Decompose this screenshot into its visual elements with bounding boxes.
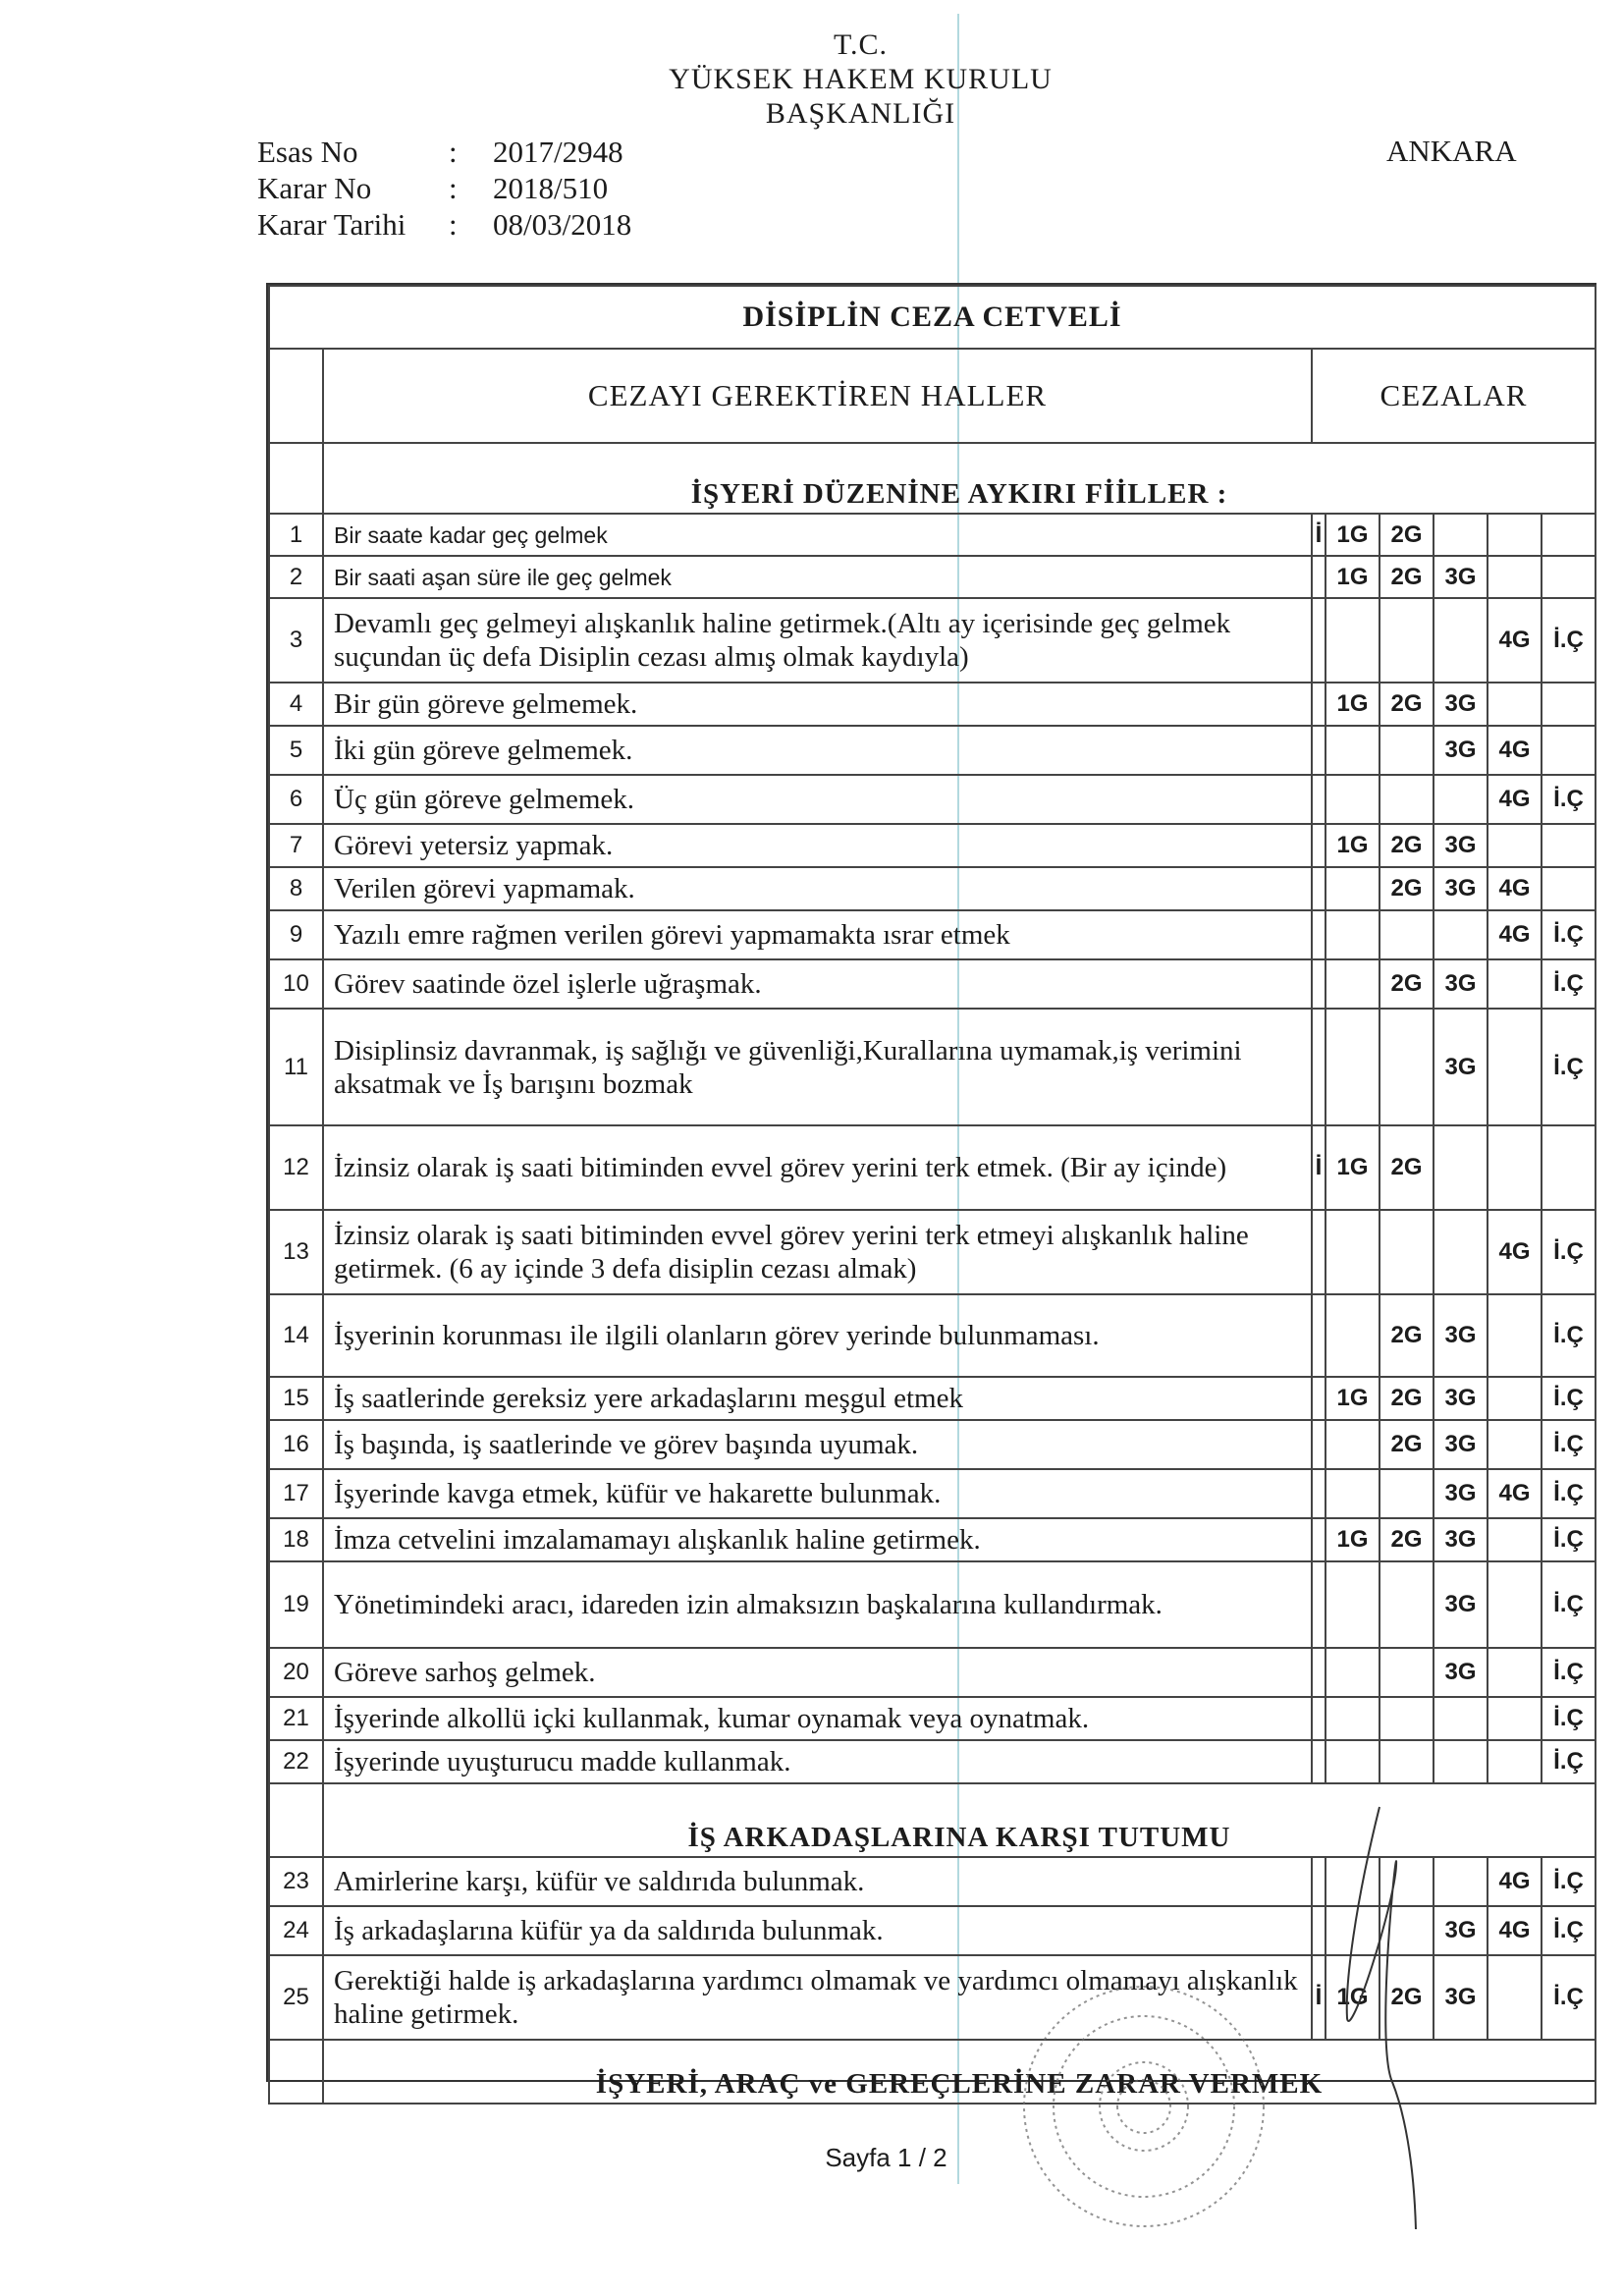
row-number: 10: [269, 959, 323, 1009]
penalty-cell: 2G: [1380, 824, 1434, 867]
offence-description: İş başında, iş saatlerinde ve görev başında uyumak.: [323, 1420, 1312, 1469]
penalty-cell: [1312, 1648, 1325, 1697]
table-row: [269, 959, 1596, 1009]
penalty-cell: 2G: [1380, 959, 1434, 1009]
offence-description: İşyerinde kavga etmek, küfür ve hakarette bulunmak.: [323, 1469, 1312, 1518]
offence-description: Bir saati aşan süre ile geç gelmek: [323, 556, 1312, 598]
penalty-cell: 4G: [1488, 1210, 1542, 1294]
table-title-row: [269, 286, 1596, 349]
row-number: 17: [269, 1469, 323, 1518]
penalty-cell: [1312, 1210, 1325, 1294]
penalty-cell: [1542, 1125, 1596, 1210]
row-number: 14: [269, 1294, 323, 1377]
penalty-cell: [1325, 1294, 1380, 1377]
penalty-cell: 2G: [1380, 514, 1434, 556]
row-number: 3: [269, 598, 323, 683]
table-row: [269, 910, 1596, 959]
penalty-cell: [1312, 556, 1325, 598]
karar-no-value: 2018/510: [493, 171, 609, 205]
table-row: [269, 1377, 1596, 1420]
penalty-cell: [1325, 1210, 1380, 1294]
penalty-cell: 1G: [1325, 1377, 1380, 1420]
penalty-cell: 3G: [1434, 1469, 1488, 1518]
offence-description: Disiplinsiz davranmak, iş sağlığı ve güvenliği,Kurallarına uymamak,iş verimini aksatmak ve İş barışını bozmak: [323, 1009, 1312, 1125]
penalty-cell: [1312, 1294, 1325, 1377]
penalty-cell: [1542, 556, 1596, 598]
penalty-cell: [1312, 867, 1325, 910]
table-row: [269, 1420, 1596, 1469]
penalty-cell: [1488, 1009, 1542, 1125]
penalty-cell: [1380, 1210, 1434, 1294]
penalty-cell: [1434, 598, 1488, 683]
penalty-cell: [1312, 1009, 1325, 1125]
penalty-cell: [1542, 867, 1596, 910]
penalty-cell: [1434, 1210, 1488, 1294]
table-row: [269, 1740, 1596, 1783]
row-number: 4: [269, 683, 323, 726]
offence-description: İki gün göreve gelmemek.: [323, 726, 1312, 775]
penalty-cell: 2G: [1380, 556, 1434, 598]
row-number: 22: [269, 1740, 323, 1783]
penalty-cell: 3G: [1434, 1294, 1488, 1377]
penalty-cell: [1488, 1740, 1542, 1783]
penalty-cell: 3G: [1434, 867, 1488, 910]
penalty-cell: [1380, 910, 1434, 959]
penalty-cell: [1488, 1420, 1542, 1469]
header-offences: CEZAYI GEREKTİREN HALLER: [323, 349, 1312, 443]
penalty-cell: 3G: [1434, 959, 1488, 1009]
penalty-cell: [1434, 514, 1488, 556]
penalty-cell: 4G: [1488, 867, 1542, 910]
penalty-cell: 4G: [1488, 726, 1542, 775]
offence-description: Göreve sarhoş gelmek.: [323, 1648, 1312, 1697]
penalty-cell: 2G: [1380, 1420, 1434, 1469]
penalty-cell: [1325, 1561, 1380, 1648]
penalty-cell: İ.Ç: [1542, 1009, 1596, 1125]
penalty-cell: 2G: [1380, 1125, 1434, 1210]
penalty-cell: 3G: [1434, 1518, 1488, 1561]
offence-description: Verilen görevi yapmamak.: [323, 867, 1312, 910]
penalty-cell: [1488, 824, 1542, 867]
offence-description: İmza cetvelini imzalamamayı alışkanlık haline getirmek.: [323, 1518, 1312, 1561]
penalty-cell: İ.Ç: [1542, 1377, 1596, 1420]
penalty-cell: 3G: [1434, 1377, 1488, 1420]
offence-description: Üç gün göreve gelmemek.: [323, 775, 1312, 824]
table-row: [269, 1125, 1596, 1210]
row-number: 1: [269, 514, 323, 556]
penalty-cell: [1325, 1740, 1380, 1783]
penalty-cell: [1312, 598, 1325, 683]
page-number: Sayfa 1 / 2: [825, 2143, 947, 2172]
penalty-cell: [1312, 1469, 1325, 1518]
table-row: [269, 1518, 1596, 1561]
penalty-cell: [1380, 1648, 1434, 1697]
penalty-cell: [1325, 959, 1380, 1009]
official-seal: [1001, 1974, 1286, 2239]
penalty-cell: [1380, 1740, 1434, 1783]
row-number: 21: [269, 1697, 323, 1740]
penalty-cell: [1380, 1009, 1434, 1125]
table-row: [269, 1210, 1596, 1294]
penalty-cell: 2G: [1380, 867, 1434, 910]
section-heading: İŞYERİ, ARAÇ ve GEREÇLERİNE ZARAR VERMEK: [323, 2040, 1596, 2104]
offence-description: Amirlerine karşı, küfür ve saldırıda bulunmak.: [323, 1857, 1312, 1906]
penalty-cell: 3G: [1434, 1955, 1488, 2040]
header-line-tc: T.C.: [833, 28, 889, 61]
offence-description: Yazılı emre rağmen verilen görevi yapmamakta ısrar etmek: [323, 910, 1312, 959]
meta-row-tarih: Karar Tarihi : 08/03/2018: [257, 207, 632, 242]
penalty-cell: [1312, 1906, 1325, 1955]
table-row: [269, 726, 1596, 775]
penalty-cell: 3G: [1434, 1648, 1488, 1697]
row-number: 9: [269, 910, 323, 959]
penalty-cell: 2G: [1380, 683, 1434, 726]
table-row: [269, 1697, 1596, 1740]
row-number: 6: [269, 775, 323, 824]
penalty-cell: İ.Ç: [1542, 1518, 1596, 1561]
penalty-cell: [1434, 775, 1488, 824]
row-number: 20: [269, 1648, 323, 1697]
header-line-presidency: BAŞKANLIĞI: [765, 97, 956, 130]
penalty-cell: [1488, 959, 1542, 1009]
offence-description: Bir gün göreve gelmemek.: [323, 683, 1312, 726]
penalty-cell: [1325, 1697, 1380, 1740]
offence-description: Görev saatinde özel işlerle uğraşmak.: [323, 959, 1312, 1009]
penalty-cell: [1325, 775, 1380, 824]
penalty-cell: [1380, 726, 1434, 775]
penalty-cell: [1488, 1377, 1542, 1420]
penalty-cell: 4G: [1488, 775, 1542, 824]
penalty-cell: İ.Ç: [1542, 1740, 1596, 1783]
header-penalties: CEZALAR: [1312, 349, 1596, 443]
row-number: 2: [269, 556, 323, 598]
offence-description: Görevi yetersiz yapmak.: [323, 824, 1312, 867]
penalty-cell: 3G: [1434, 824, 1488, 867]
penalty-cell: [1325, 1648, 1380, 1697]
penalty-cell: [1488, 1561, 1542, 1648]
penalty-cell: [1312, 1561, 1325, 1648]
penalty-cell: [1542, 683, 1596, 726]
penalty-cell: İ.Ç: [1542, 598, 1596, 683]
table-row: [269, 775, 1596, 824]
penalty-cell: 2G: [1380, 1518, 1434, 1561]
penalty-cell: [1312, 910, 1325, 959]
penalty-cell: [1312, 959, 1325, 1009]
esas-no-value: 2017/2948: [493, 135, 623, 169]
penalty-cell: [1325, 1420, 1380, 1469]
penalty-cell: [1312, 775, 1325, 824]
penalty-cell: İ.Ç: [1542, 1697, 1596, 1740]
row-number: 25: [269, 1955, 323, 2040]
penalty-cell: [1312, 1697, 1325, 1740]
penalty-cell: [1312, 1740, 1325, 1783]
penalty-cell: [1312, 824, 1325, 867]
penalty-cell: [1488, 1294, 1542, 1377]
row-number: 12: [269, 1125, 323, 1210]
penalty-cell: İ.Ç: [1542, 959, 1596, 1009]
row-number: 23: [269, 1857, 323, 1906]
penalty-cell: [1312, 1518, 1325, 1561]
penalty-cell: 1G: [1325, 514, 1380, 556]
penalty-cell: İ: [1312, 514, 1325, 556]
penalty-cell: [1312, 1857, 1325, 1906]
penalty-cell: 3G: [1434, 1009, 1488, 1125]
penalty-cell: 1G: [1325, 1518, 1380, 1561]
penalty-cell: [1325, 867, 1380, 910]
row-number: 16: [269, 1420, 323, 1469]
penalty-cell: [1488, 1125, 1542, 1210]
penalty-cell: 4G: [1488, 910, 1542, 959]
page-footer: [0, 2143, 1623, 2173]
row-number: 7: [269, 824, 323, 867]
penalty-cell: 3G: [1434, 1906, 1488, 1955]
meta-row-esas: Esas No : 2017/2948: [257, 135, 623, 169]
section-heading: İŞ ARKADAŞLARINA KARŞI TUTUMU: [323, 1783, 1596, 1857]
table-row: [269, 1469, 1596, 1518]
penalty-cell: 4G: [1488, 1857, 1542, 1906]
offence-description: Yönetimindeki aracı, idareden izin almaksızın başkalarına kullandırmak.: [323, 1561, 1312, 1648]
penalty-cell: 3G: [1434, 556, 1488, 598]
penalty-cell: İ.Ç: [1542, 1561, 1596, 1648]
penalty-cell: [1380, 1697, 1434, 1740]
case-metadata: [257, 134, 631, 243]
row-number: 18: [269, 1518, 323, 1561]
section-row: [269, 443, 1596, 514]
penalty-cell: İ.Ç: [1542, 1294, 1596, 1377]
penalty-cell: [1542, 726, 1596, 775]
row-number: 8: [269, 867, 323, 910]
penalty-cell: İ.Ç: [1542, 1906, 1596, 1955]
penalty-cell: [1325, 1469, 1380, 1518]
penalty-cell: [1488, 1697, 1542, 1740]
penalty-cell: [1488, 556, 1542, 598]
penalty-cell: [1380, 598, 1434, 683]
penalty-cell: İ.Ç: [1542, 1955, 1596, 2040]
penalty-cell: 2G: [1380, 1294, 1434, 1377]
penalty-cell: İ.Ç: [1542, 1857, 1596, 1906]
penalty-cell: 1G: [1325, 824, 1380, 867]
penalty-cell: İ.Ç: [1542, 910, 1596, 959]
penalty-cell: 3G: [1434, 726, 1488, 775]
table-row: [269, 1009, 1596, 1125]
penalty-cell: 4G: [1488, 598, 1542, 683]
city-label: ANKARA: [1386, 134, 1517, 168]
table-title: DİSİPLİN CEZA CETVELİ: [269, 286, 1596, 349]
penalty-cell: 3G: [1434, 1420, 1488, 1469]
row-number: 5: [269, 726, 323, 775]
penalty-cell: 4G: [1488, 1906, 1542, 1955]
section-heading: İŞYERİ DÜZENİNE AYKIRI FİİLLER :: [323, 443, 1596, 514]
penalty-cell: [1488, 1518, 1542, 1561]
penalty-cell: [1488, 683, 1542, 726]
table-row: [269, 824, 1596, 867]
penalty-cell: 4G: [1488, 1469, 1542, 1518]
table-row: [269, 683, 1596, 726]
penalty-cell: [1434, 910, 1488, 959]
table-row: [269, 1294, 1596, 1377]
penalty-cell: İ: [1312, 1955, 1325, 2040]
penalty-cell: 1G: [1325, 683, 1380, 726]
penalty-cell: [1434, 1740, 1488, 1783]
penalty-cell: 1G: [1325, 1125, 1380, 1210]
offence-description: İşyerinin korunması ile ilgili olanların görev yerinde bulunmaması.: [323, 1294, 1312, 1377]
penalty-cell: [1488, 1955, 1542, 2040]
penalty-cell: [1312, 1420, 1325, 1469]
penalty-cell: 1G: [1325, 556, 1380, 598]
penalty-cell: [1325, 726, 1380, 775]
penalty-cell: İ.Ç: [1542, 1469, 1596, 1518]
penalty-cell: 1G: [1325, 1955, 1380, 2040]
table-header-row: [269, 349, 1596, 443]
penalty-cell: [1380, 1561, 1434, 1648]
penalty-cell: [1380, 1469, 1434, 1518]
penalty-cell: 3G: [1434, 683, 1488, 726]
document-header: [0, 27, 1623, 131]
penalty-cell: [1542, 824, 1596, 867]
table-row: [269, 514, 1596, 556]
offence-description: İş saatlerinde gereksiz yere arkadaşlarını meşgul etmek: [323, 1377, 1312, 1420]
row-number: 19: [269, 1561, 323, 1648]
penalty-cell: [1325, 910, 1380, 959]
penalty-cell: [1542, 514, 1596, 556]
penalty-cell: İ.Ç: [1542, 1420, 1596, 1469]
table-row: [269, 556, 1596, 598]
table-row: [269, 598, 1596, 683]
offence-description: İzinsiz olarak iş saati bitiminden evvel görev yerini terk etmek. (Bir ay içinde): [323, 1125, 1312, 1210]
penalty-cell: İ: [1312, 1125, 1325, 1210]
penalty-cell: [1312, 1377, 1325, 1420]
penalty-cell: [1380, 775, 1434, 824]
offence-description: Devamlı geç gelmeyi alışkanlık haline getirmek.(Altı ay içerisinde geç gelmek suçundan üç defa Disiplin cezası almış olmak kaydıyla): [323, 598, 1312, 683]
penalty-cell: [1488, 1648, 1542, 1697]
row-number: 24: [269, 1906, 323, 1955]
offence-description: İzinsiz olarak iş saati bitiminden evvel görev yerini terk etmeyi alışkanlık haline getirmek. (6 ay içinde 3 defa disiplin cezası almak): [323, 1210, 1312, 1294]
penalty-cell: [1325, 1009, 1380, 1125]
penalty-cell: İ.Ç: [1542, 1210, 1596, 1294]
row-number: 13: [269, 1210, 323, 1294]
penalty-cell: 2G: [1380, 1377, 1434, 1420]
penalty-cell: 2G: [1380, 1955, 1434, 2040]
penalty-cell: [1312, 726, 1325, 775]
penalty-cell: [1312, 683, 1325, 726]
penalty-cell: [1488, 514, 1542, 556]
penalty-cell: [1325, 598, 1380, 683]
offence-description: Gerektiği halde iş arkadaşlarına yardımcı olmamak ve yardımcı olmamayı alışkanlık haline getirmek.: [323, 1955, 1312, 2040]
offence-description: İşyerinde alkollü içki kullanmak, kumar oynamak veya oynatmak.: [323, 1697, 1312, 1740]
header-line-institution: YÜKSEK HAKEM KURULU: [669, 63, 1053, 95]
karar-tarihi-value: 08/03/2018: [493, 207, 632, 242]
meta-row-karar: Karar No : 2018/510: [257, 171, 609, 205]
table-row: [269, 1648, 1596, 1697]
row-number: 11: [269, 1009, 323, 1125]
offence-description: İş arkadaşlarına küfür ya da saldırıda bulunmak.: [323, 1906, 1312, 1955]
penalty-cell: 3G: [1434, 1561, 1488, 1648]
row-number: 15: [269, 1377, 323, 1420]
offence-description: Bir saate kadar geç gelmek: [323, 514, 1312, 556]
table-row: [269, 1561, 1596, 1648]
penalty-cell: İ.Ç: [1542, 775, 1596, 824]
offence-description: İşyerinde uyuşturucu madde kullanmak.: [323, 1740, 1312, 1783]
penalty-cell: [1434, 1697, 1488, 1740]
penalty-cell: İ.Ç: [1542, 1648, 1596, 1697]
table-row: [269, 867, 1596, 910]
penalty-cell: [1434, 1125, 1488, 1210]
